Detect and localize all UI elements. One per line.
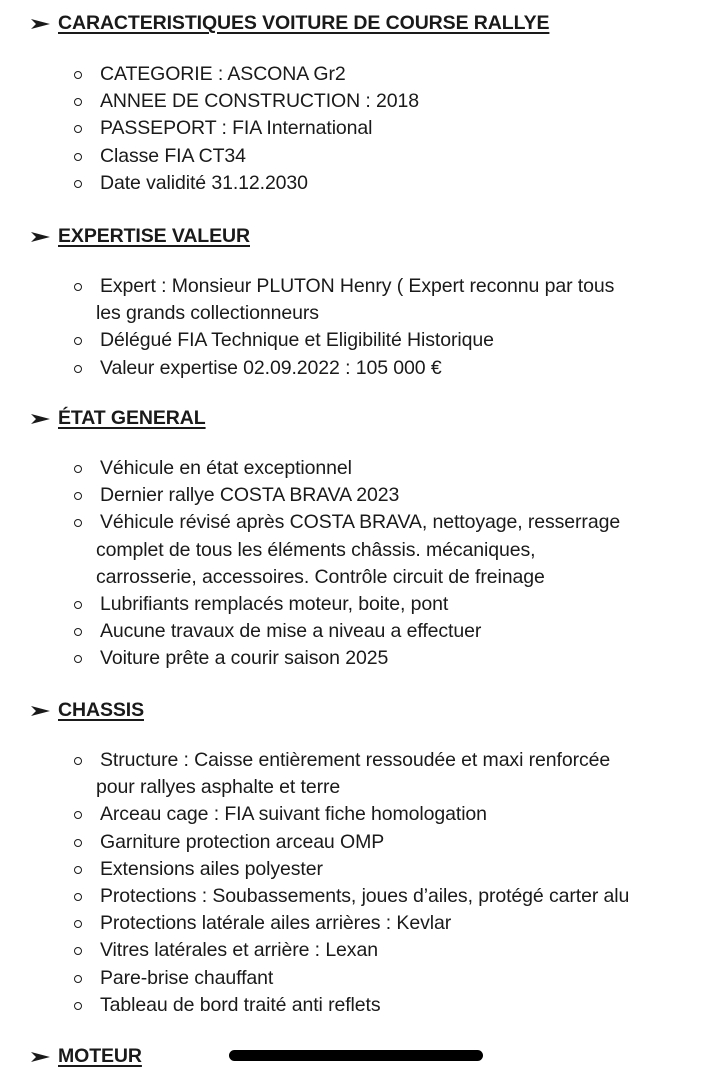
list-item-text: Structure : Caisse entièrement ressoudée et maxi renforcée [100, 749, 611, 771]
list-item-continuation: complet de tous les éléments châssis. mécaniques, [96, 538, 536, 561]
list-item-text: Valeur expertise 02.09.2022 : 105 000 € [100, 356, 442, 379]
list-item [0, 747, 710, 801]
circle-bullet-icon [74, 71, 82, 79]
section-expertise [0, 222, 710, 252]
list-item [0, 910, 710, 937]
list-item [0, 327, 710, 354]
section-title: CARACTERISTIQUES VOITURE DE COURSE RALLYE [58, 12, 550, 34]
list-item-text: Date validité 31.12.2030 [100, 171, 308, 194]
circle-bullet-icon [74, 337, 82, 345]
circle-bullet-icon [74, 465, 82, 473]
circle-bullet-icon [74, 839, 82, 847]
circle-bullet-icon [74, 920, 82, 928]
list-item [0, 61, 710, 88]
list-item [0, 856, 710, 883]
section-heading [0, 404, 710, 434]
list-item-text: Aucune travaux de mise a niveau a effectuer [100, 620, 482, 643]
section-caracteristiques [0, 9, 710, 39]
circle-bullet-icon [74, 283, 82, 291]
list-item [0, 992, 710, 1019]
list-item-text: Pare-brise chauffant [100, 966, 274, 989]
arrow-bullet-icon [30, 701, 52, 721]
list-item-text: Dernier rallye COSTA BRAVA 2023 [100, 484, 400, 507]
circle-bullet-icon [74, 655, 82, 663]
list-item-text: CATEGORIE : ASCONA Gr2 [100, 63, 346, 85]
list-item [0, 965, 710, 992]
circle-bullet-icon [74, 601, 82, 609]
list-item [0, 509, 710, 591]
list-item [0, 455, 710, 482]
circle-bullet-icon [74, 757, 82, 765]
arrow-bullet-icon [30, 227, 52, 247]
list-item-text: Délégué FIA Technique et Eligibilité Historique [100, 329, 494, 352]
list-item [0, 273, 710, 327]
circle-bullet-icon [74, 947, 82, 955]
list-item [0, 645, 710, 672]
list-item [0, 591, 710, 618]
home-indicator-bar[interactable] [229, 1050, 483, 1061]
list-item [0, 143, 710, 170]
list-item-text: PASSEPORT : FIA International [100, 117, 373, 140]
list-item [0, 801, 710, 828]
circle-bullet-icon [74, 811, 82, 819]
section-heading [0, 9, 710, 39]
list-item-text: Classe FIA CT34 [100, 144, 246, 167]
list-item [0, 829, 710, 856]
section-title: ÉTAT GENERAL [58, 407, 206, 429]
list-item-continuation: les grands collectionneurs [96, 302, 319, 325]
list-item [0, 937, 710, 964]
circle-bullet-icon [74, 975, 82, 983]
section-list [0, 61, 710, 197]
section-etat-general [0, 404, 710, 434]
list-item-text: Extensions ailes polyester [100, 857, 323, 880]
list-item-text: Arceau cage : FIA suivant fiche homologation [100, 803, 487, 826]
section-list [0, 747, 710, 1019]
circle-bullet-icon [74, 125, 82, 133]
circle-bullet-icon [74, 365, 82, 373]
list-item [0, 115, 710, 142]
arrow-bullet-icon [30, 1047, 52, 1067]
list-item [0, 170, 710, 197]
section-heading [0, 222, 710, 252]
section-title: MOTEUR [58, 1045, 142, 1067]
circle-bullet-icon [74, 153, 82, 161]
section-title: CHASSIS [58, 699, 144, 721]
arrow-bullet-icon [30, 409, 52, 429]
circle-bullet-icon [74, 893, 82, 901]
section-list [0, 455, 710, 673]
list-item [0, 355, 710, 382]
circle-bullet-icon [74, 180, 82, 188]
section-heading [0, 696, 710, 726]
arrow-bullet-icon [30, 14, 52, 34]
list-item-text: Véhicule révisé après COSTA BRAVA, nettoyage, resserrage [100, 511, 621, 534]
list-item-text: Garniture protection arceau OMP [100, 830, 385, 853]
list-item-text: Expert : Monsieur PLUTON Henry ( Expert reconnu par tous [100, 275, 615, 297]
circle-bullet-icon [74, 98, 82, 106]
list-item-text: Vitres latérales et arrière : Lexan [100, 939, 378, 962]
list-item-text: Protections latérale ailes arrières : Kevlar [100, 912, 452, 935]
section-chassis [0, 696, 710, 726]
list-item-text: Protections : Soubassements, joues d’ailes, protégé carter alu [100, 885, 630, 908]
circle-bullet-icon [74, 519, 82, 527]
list-item [0, 618, 710, 645]
section-list [0, 273, 710, 382]
list-item [0, 883, 710, 910]
list-item-continuation: pour rallyes asphalte et terre [96, 776, 341, 799]
circle-bullet-icon [74, 492, 82, 500]
list-item-text: Tableau de bord traité anti reflets [100, 993, 381, 1016]
circle-bullet-icon [74, 628, 82, 636]
list-item [0, 88, 710, 115]
list-item-continuation: carrosserie, accessoires. Contrôle circuit de freinage [96, 565, 545, 588]
circle-bullet-icon [74, 866, 82, 874]
section-title: EXPERTISE VALEUR [58, 225, 250, 247]
list-item-text: ANNEE DE CONSTRUCTION : 2018 [100, 90, 420, 113]
list-item-text: Lubrifiants remplacés moteur, boite, pont [100, 593, 449, 616]
list-item-text: Véhicule en état exceptionnel [100, 457, 352, 479]
list-item [0, 482, 710, 509]
circle-bullet-icon [74, 1002, 82, 1010]
list-item-text: Voiture prête a courir saison 2025 [100, 647, 389, 670]
